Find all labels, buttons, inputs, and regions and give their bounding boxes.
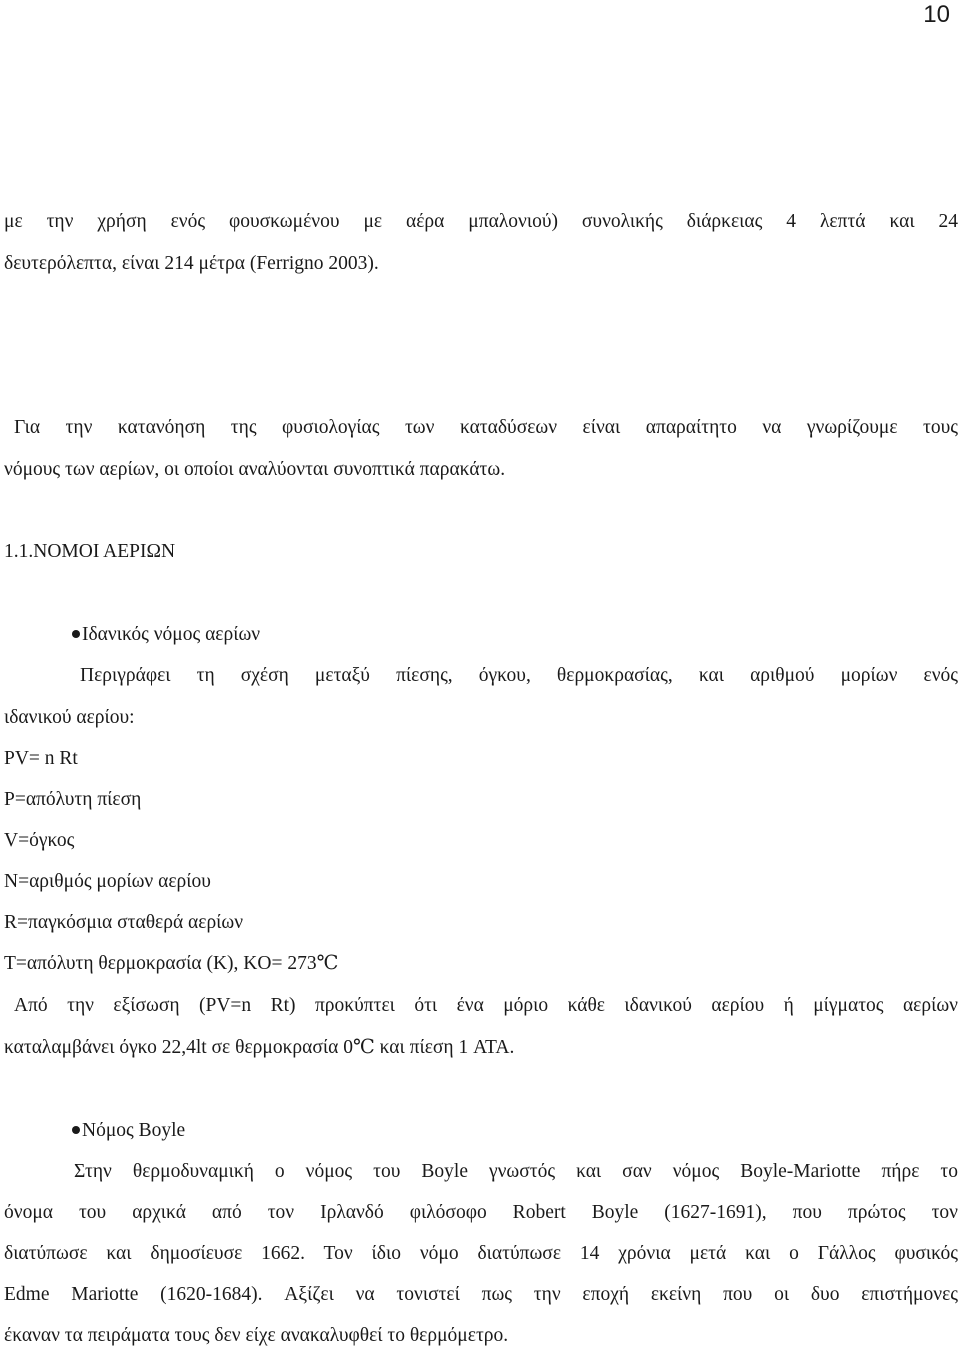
paragraph-line: Στην θερμοδυναμική ο νόμος του Boyle γνωστός και σαν νόμος Boyle-Mariotte πήρε το [74, 1161, 958, 1182]
paragraph-line: δευτερόλεπτα, είναι 214 μέτρα (Ferrigno 2003). [4, 253, 379, 274]
definition-n: N=αριθμός μορίων αερίου [4, 871, 211, 892]
paragraph-line: με την χρήση ενός φουσκωμένου με αέρα μπαλονιού) συνολικής διάρκειας 4 λεπτά και 24 [4, 211, 958, 232]
bullet-title: Ιδανικός νόμος αερίων [82, 624, 261, 645]
paragraph-line: καταλαμβάνει όγκο 22,4lt σε θερμοκρασία 0℃ και πίεση 1 ATA. [4, 1037, 515, 1058]
page-number: 10 [923, 1, 950, 28]
bullet-title: Νόμος Boyle [82, 1120, 186, 1141]
bullet-item-boyle [72, 1118, 672, 1144]
definition-r: R=παγκόσμια σταθερά αερίων [4, 912, 244, 933]
paragraph-line: όνομα του αρχικά από τον Ιρλανδό φιλόσοφο Robert Boyle (1627-1691), που πρώτος τον [4, 1202, 958, 1223]
paragraph-line: νόμους των αερίων, οι οποίοι αναλύονται συνοπτικά παρακάτω. [4, 459, 506, 480]
paragraph-line: Από την εξίσωση (PV=n Rt) προκύπτει ότι ένα μόριο κάθε ιδανικού αερίου ή μίγματος αερίων [14, 995, 958, 1016]
bullet-icon [72, 1126, 80, 1134]
bullet-item-ideal-gas [72, 622, 672, 648]
paragraph-line: Edme Mariotte (1620-1684). Αξίζει να τονιστεί πως την εποχή εκείνη που οι δυο επιστήμονες [4, 1284, 958, 1305]
definition-p: P=απόλυτη πίεση [4, 789, 142, 810]
paragraph-line: ιδανικού αερίου: [4, 707, 135, 728]
paragraph-line: διατύπωσε και δημοσίευσε 1662. Τον ίδιο νόμο διατύπωσε 14 χρόνια μετά και ο Γάλλος φυσικός [4, 1243, 958, 1264]
paragraph-line: Περιγράφει τη σχέση μεταξύ πίεσης, όγκου, θερμοκρασίας, και αριθμού μορίων ενός [80, 665, 958, 686]
definition-t: T=απόλυτη θερμοκρασία (K), KO= 273℃ [4, 953, 339, 974]
definition-v: V=όγκος [4, 830, 75, 851]
paragraph-line: έκαναν τα πειράματα τους δεν είχε ανακαλυφθεί το θερμόμετρο. [4, 1325, 509, 1346]
paragraph-line: Για την κατανόηση της φυσιολογίας των καταδύσεων είναι απαραίτητο να γνωρίζουμε τους [14, 417, 958, 438]
formula: PV= n Rt [4, 748, 78, 769]
bullet-icon [72, 630, 80, 638]
section-heading: 1.1.ΝΟΜΟΙ ΑΕΡΙΩΝ [4, 541, 176, 562]
